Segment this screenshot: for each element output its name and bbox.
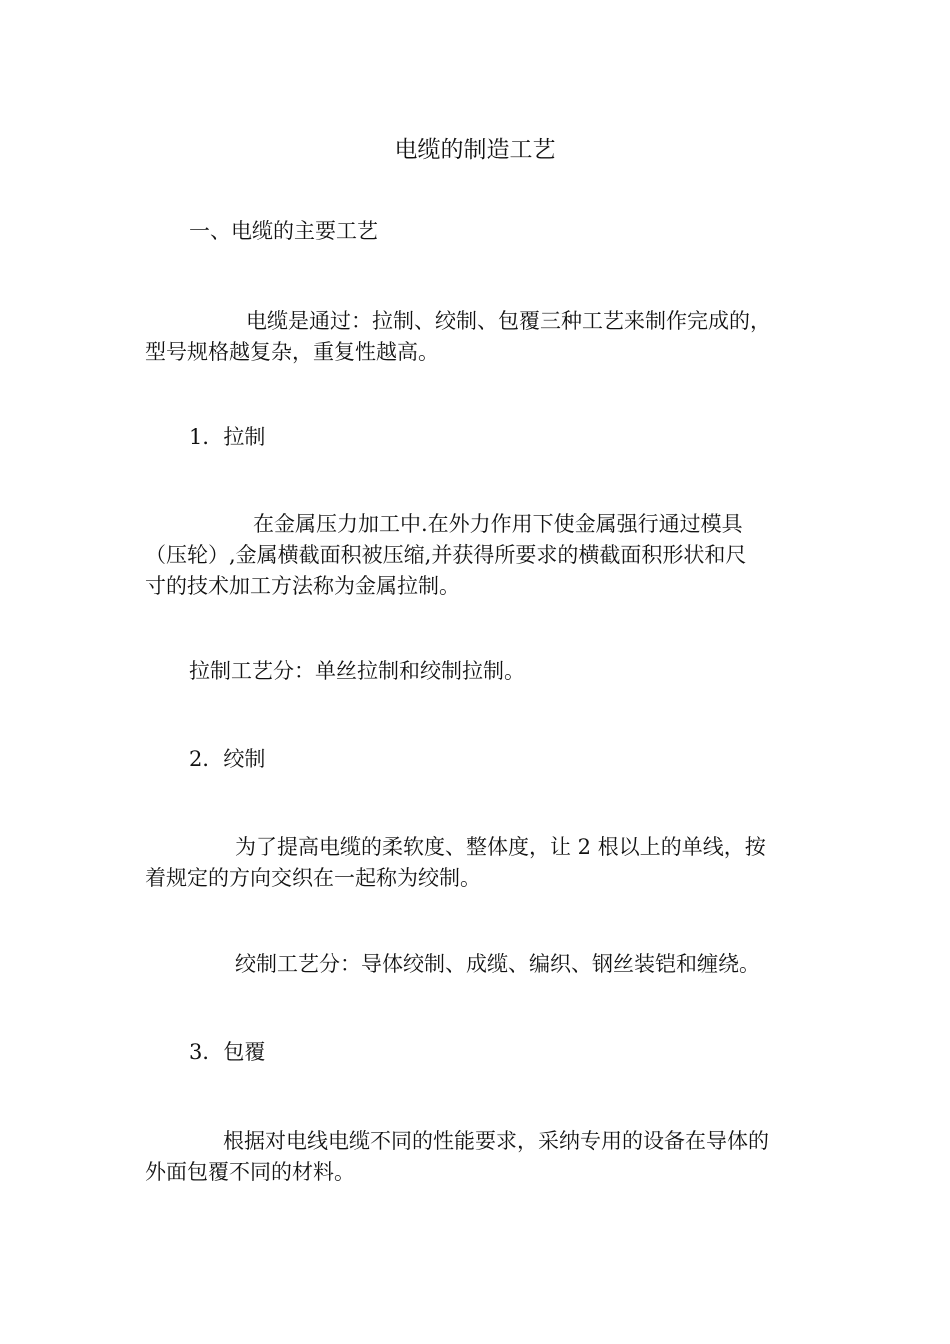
- item-2-classification: 绞制工艺分：导体绞制、成缆、编织、钢丝装铠和缠绕。: [235, 952, 760, 976]
- item-1-para-line-2: （压轮）,金属横截面积被压缩,并获得所要求的横截面积形状和尺: [145, 543, 747, 567]
- item-2-heading: 2．绞制: [189, 747, 266, 771]
- item-1-classification: 拉制工艺分：单丝拉制和绞制拉制。: [189, 659, 525, 683]
- item-3-heading: 3．包覆: [189, 1040, 266, 1064]
- item-1-para-line-1: 在金属压力加工中.在外力作用下使金属强行通过模具: [253, 512, 743, 536]
- item-3-para-line-2: 外面包覆不同的材料。: [145, 1160, 355, 1184]
- item-3-para-line-1: 根据对电线电缆不同的性能要求，采纳专用的设备在导体的: [223, 1129, 769, 1153]
- item-1-para-line-3: 寸的技术加工方法称为金属拉制。: [145, 574, 460, 598]
- item-2-para-line-1: 为了提高电缆的柔软度、整体度，让 2 根以上的单线，按: [235, 835, 766, 859]
- item-1-heading: 1．拉制: [189, 425, 266, 449]
- intro-line-1: 电缆是通过：拉制、绞制、包覆三种工艺来制作完成的，: [246, 309, 771, 333]
- item-2-para-line-2: 着规定的方向交织在一起称为绞制。: [145, 866, 481, 890]
- intro-line-2: 型号规格越复杂，重复性越高。: [145, 340, 439, 364]
- page-title: 电缆的制造工艺: [394, 137, 556, 163]
- section-heading: 一、电缆的主要工艺: [189, 219, 378, 243]
